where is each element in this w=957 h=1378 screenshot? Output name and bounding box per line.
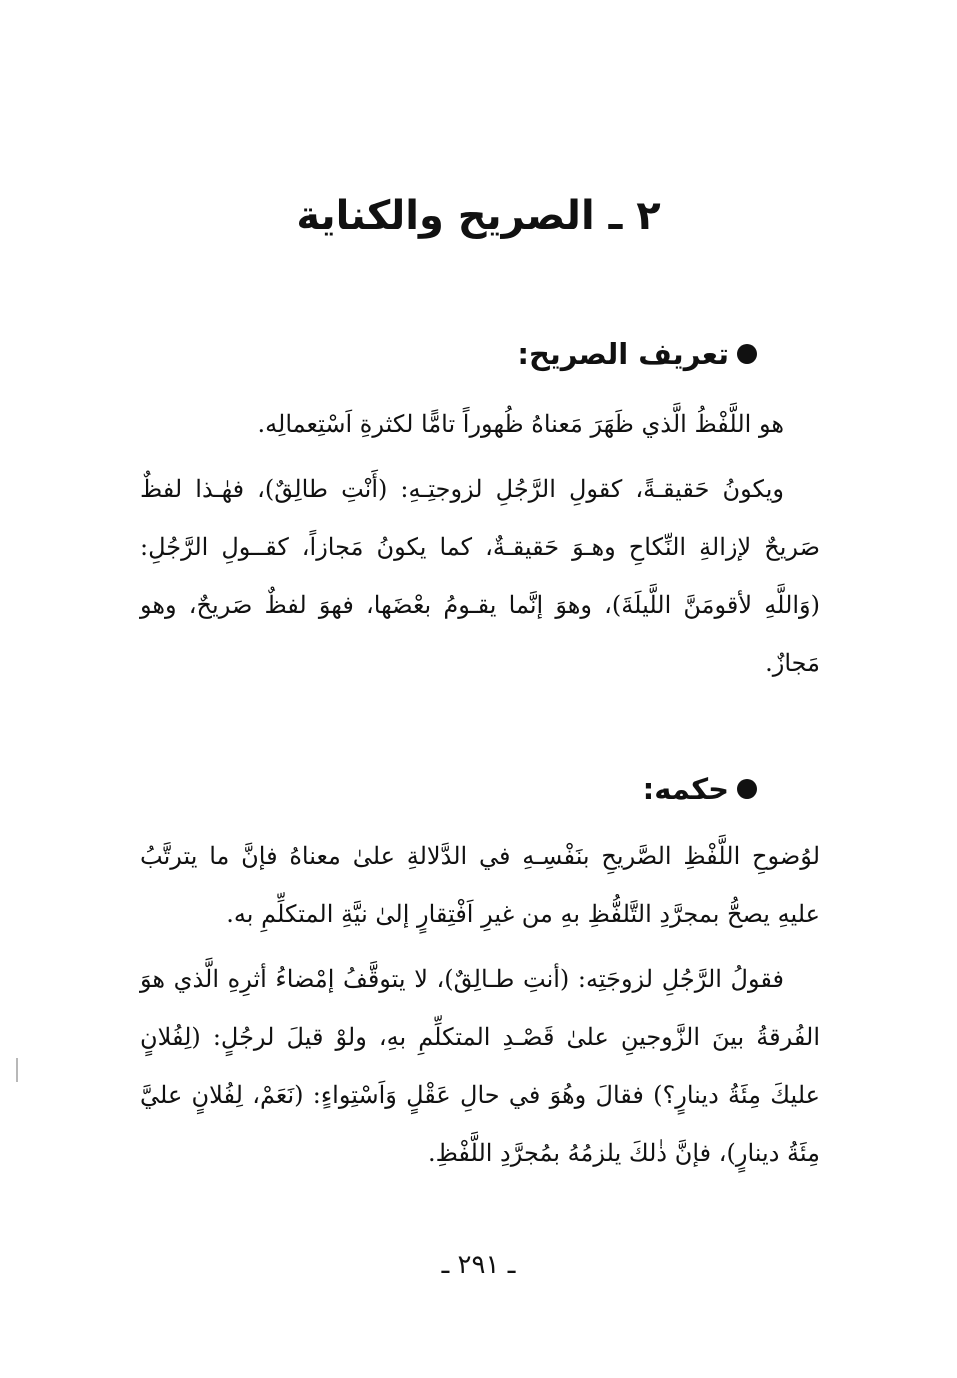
definition-text: هو اللَّفْظُ الَّذي ظَهَرَ مَعناهُ ظُهوراً تامًّا لكثرةِ اَسْتِعمالِه.	[257, 410, 784, 438]
definition-heading	[517, 334, 757, 374]
ruling-heading	[643, 769, 757, 809]
chapter-title: ٢ ـ الصريح والكناية	[296, 193, 661, 239]
bullet-icon	[737, 344, 757, 364]
scan-margin-mark	[16, 1058, 18, 1082]
page-number: ـ ٢٩١ ـ	[441, 1250, 516, 1280]
ruling-heading-label: حكمه:	[642, 772, 729, 806]
ruling-example-paragraph: فقولُ الرَّجُلِ لزوجَتِه: (أنتِ طـالِقٌ)، لا يتوقَّفُ إمْضاءُ أثرِهِ الَّذي هوَ الفُرقةُ بينَ الزَّوجينِ علىٰ قَصْـدِ المتكلِّمِ بهِ، ولوْ قيلَ لرجُلٍ: (لِفُلانٍ عليكَ مِئَةُ دينارٍ؟) فقالَ وهُوَ في حالِ عَقْلٍ وَاَسْتِواءٍ: (نَعَمْ، لِفُلانٍ عليَّ مِئَةُ دينارٍ)، فإنَّ ذٰلكَ يلزمُهُ بمُجرَّدِ اللَّفْظِ.	[140, 965, 820, 1167]
definition-example-paragraph: ويكونُ حَقيقـةً، كقولِ الرَّجُلِ لزوجتِـهِ: (أَنْتِ طالِقٌ)، فهٰـذا لفظٌ صَريحٌ لإزالةِ النِّكاحِ وهـوَ حَقيقـةٌ، كما يكونُ مَجازاً، كقــولِ الرَّجُلِ: (وَاللَّهِ لأقومَنَّ اللَّيلَةَ)، وهوَ إنَّما يقـومُ بعْضَها، فهوَ لفظٌ صَريحٌ، وهو مَجازٌ.	[140, 475, 821, 677]
definition-heading-label: تعريف الصريح:	[517, 337, 729, 371]
ruling-text-paragraph: لوُضوحِ اللَّفْظِ الصَّريحِ بنَفْسِـهِ في الدَّلالةِ علىٰ معناهُ فإنَّ ما يترتَّبُ عليهِ يصحُّ بمجرَّدِ التَّلفُّظِ بهِ من غيرِ اَفْتِقارٍ إلىٰ نيَّةِ المتكلِّمِ به.	[140, 842, 820, 928]
bullet-icon	[737, 779, 757, 799]
